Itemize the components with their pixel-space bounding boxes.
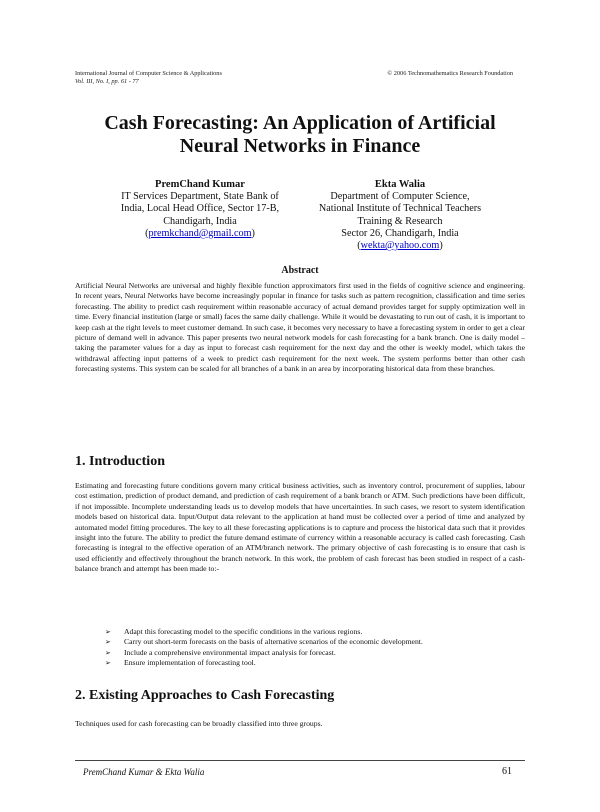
author-affiliation-line: National Institute of Technical Teachers bbox=[318, 203, 482, 215]
list-item: ➢ Carry out short-term forecasts on the basis of alternative scenarios of the economic development. bbox=[105, 637, 423, 647]
author-block-1: PremChand Kumar IT Services Department, State Bank of India, Local Head Office, Sector 17-B, Chandigarh, India (premkchand@gmail.com) bbox=[100, 179, 300, 240]
list-item: ➢ Ensure implementation of forecasting tool. bbox=[105, 658, 256, 668]
author-block-2: Ekta Walia Department of Computer Science, National Institute of Technical Teachers Training & Research Sector 26, Chandigarh, India (wekta@yahoo.com) bbox=[302, 179, 498, 252]
paper-title bbox=[60, 112, 540, 158]
title-line-2: Neural Networks in Finance bbox=[179, 135, 421, 157]
author-affiliation-line: Sector 26, Chandigarh, India bbox=[341, 227, 459, 239]
section-heading-introduction: 1. Introduction bbox=[75, 454, 165, 469]
author-email-link[interactable]: premkchand@gmail.com bbox=[148, 227, 252, 239]
arrow-bullet-icon: ➢ bbox=[105, 638, 111, 647]
author-affiliation-line: Department of Computer Science, bbox=[330, 191, 470, 203]
author-affiliation-line: IT Services Department, State Bank of bbox=[121, 191, 279, 203]
journal-volume: Vol. III, No. I, pp. 61 - 77 bbox=[75, 78, 139, 85]
list-item: ➢ Adapt this forecasting model to the specific conditions in the various regions. bbox=[105, 627, 363, 636]
author-name: Ekta Walia bbox=[374, 179, 426, 190]
author-email-link[interactable]: wekta@yahoo.com bbox=[360, 240, 440, 252]
introduction-text: Estimating and forecasting future conditions govern many critical business activities, such as inventory control, procurement of supplies, labour cost estimation, prediction of product demand, and prediction of cash requirement of a bank branch or ATM. Such predictions have been difficult, if not impossible. Incomplete understanding leads us to develop models that have uncertainties. In such cases, we resort to system identification models based on historical data. Input/Output data relevant to the application at hand must be collected over a period of time and analyzed by automated model fitting procedures. The key to all these forecasting applications is to capture and process the historical data such that it provides insight into the future. The ability to predict the future demand estimate of currency within a reasonable accuracy is called cash forecasting. Cash forecasting is integral to the effective operation of an ATM/branch network. The primary objective of cash forecasting is to ensure that cash is used efficiently and effectively throughout the branch network. In this work, the problem of cash forecast has been studied in respect of a cash-balance branch and attempt has been made to:- bbox=[75, 481, 525, 574]
author-affiliation-line: India, Local Head Office, Sector 17-B, bbox=[120, 203, 280, 215]
title-line-1: Cash Forecasting: An Application of Artificial bbox=[104, 112, 496, 134]
author-affiliation-line: Training & Research bbox=[357, 215, 443, 227]
footer-divider bbox=[75, 760, 525, 761]
objective-list bbox=[105, 627, 525, 669]
arrow-bullet-icon: ➢ bbox=[105, 659, 111, 668]
page-number: 61 bbox=[502, 766, 512, 777]
section-heading-existing-approaches: 2. Existing Approaches to Cash Forecasting bbox=[75, 688, 335, 703]
abstract-heading: Abstract bbox=[281, 265, 319, 276]
footer-authors: PremChand Kumar & Ekta Walia bbox=[83, 767, 205, 777]
copyright-notice: © 2006 Technomathematics Research Foundation bbox=[387, 70, 513, 77]
journal-name: International Journal of Computer Science & Applications bbox=[75, 70, 222, 77]
journal-header bbox=[75, 70, 222, 86]
existing-approaches-text: Techniques used for cash forecasting can be broadly classified into three groups. bbox=[75, 719, 323, 728]
author-affiliation-line: Chandigarh, India bbox=[163, 215, 237, 227]
list-item: ➢ Include a comprehensive environmental impact analysis for forecast. bbox=[105, 647, 336, 657]
author-name: PremChand Kumar bbox=[155, 179, 245, 190]
abstract-text: Artificial Neural Networks are universal and highly flexible function approximators first used in the fields of cognitive science and engineering. In recent years, Neural Networks have become increasingly popular in finance for tasks such as pattern recognition, classification and time series forecasting. The ability to predict cash requirement within reasonable accuracy of actual demand provides target for supply optimization well in time. Every financial institution (large or small) faces the same daily challenge. While it would be devastating to run out of cash, it is important to keep cash at the right levels to meet customer demand. In such case, it becomes very necessary to have a forecasting system in order to get a clear picture of demand well in advance. This paper presents two neural network models for cash forecasting for a bank branch. One is daily model – taking the parameter values for a day as input to forecast cash requirement for the next day and the other is weekly model, which takes the withdrawal affecting input patterns of a week to predict cash requirement for the next week. The system performs better than other cash forecasting systems. This system can be scaled for all branches of a bank in an area by incorporating historical data from these branches. bbox=[75, 281, 525, 374]
arrow-bullet-icon: ➢ bbox=[105, 628, 111, 636]
arrow-bullet-icon: ➢ bbox=[105, 648, 111, 657]
